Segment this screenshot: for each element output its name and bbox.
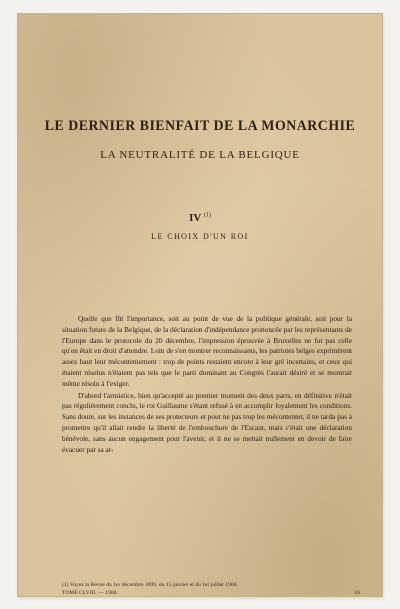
book-page [18, 14, 382, 596]
paragraph: D'abord l'armistice, bien qu'accepté au premier moment des deux parts, en définitive n'était pas régulièrement conclu, le roi Guillaume s'étant refusé à en accomplir loyalement les conditions. Sans doute, sur les instances de ses protecteurs et pour ne pas trop les mécontenter, il ne tarda pas à promettre qu'il allait rendre la liberté de l'embouchure de l'Escaut, mais c'était une déclaration bénévole, sans aucun engagement pour l'avenir, et il ne se mettait nullement en devoir de faire évacuer par sa ar- [62, 390, 352, 454]
paragraph: Quelle que fût l'importance, soit au point de vue de la politique générale, soit pour la situation future de la Belgique, de la déclaration d'indépendance prononcée par les représentants de l'Europe dans le protocole du 20 décembre, l'impression éprouvée à Bruxelles ne fut pas celle qu'on était en droit d'attendre. Loin de s'en montrer reconnaissants, les patriotes belges exprimèrent assez haut leur mécontentement : trop de points restaient encore à leur gré incertains, et ceux qui étaient résolus n'étaient pas tels que le parti dominant au Congrès l'aurait désiré et se montrait même résolu à l'exiger. [62, 314, 352, 388]
footnote: (1) Voyez la Revue du 1er décembre 1899, du 15 janvier et du 1er juillet 1900. [62, 582, 238, 588]
footer-signature: 16 [354, 590, 360, 596]
footnote-block [62, 581, 362, 597]
page-subtitle: LA NEUTRALITÉ DE LA BELGIQUE [100, 149, 300, 161]
section-number [18, 212, 382, 224]
section-number-label: IV [189, 212, 202, 224]
body-text [62, 314, 352, 456]
page-title: LE DERNIER BIENFAIT DE LA MONARCHIE [44, 118, 356, 134]
footer-volume: TOME CLVIII. — 1900. [62, 590, 118, 596]
page-footer [62, 589, 362, 597]
section-footnote-mark: (1) [203, 212, 211, 219]
section-title: LE CHOIX D'UN ROI [151, 232, 249, 241]
